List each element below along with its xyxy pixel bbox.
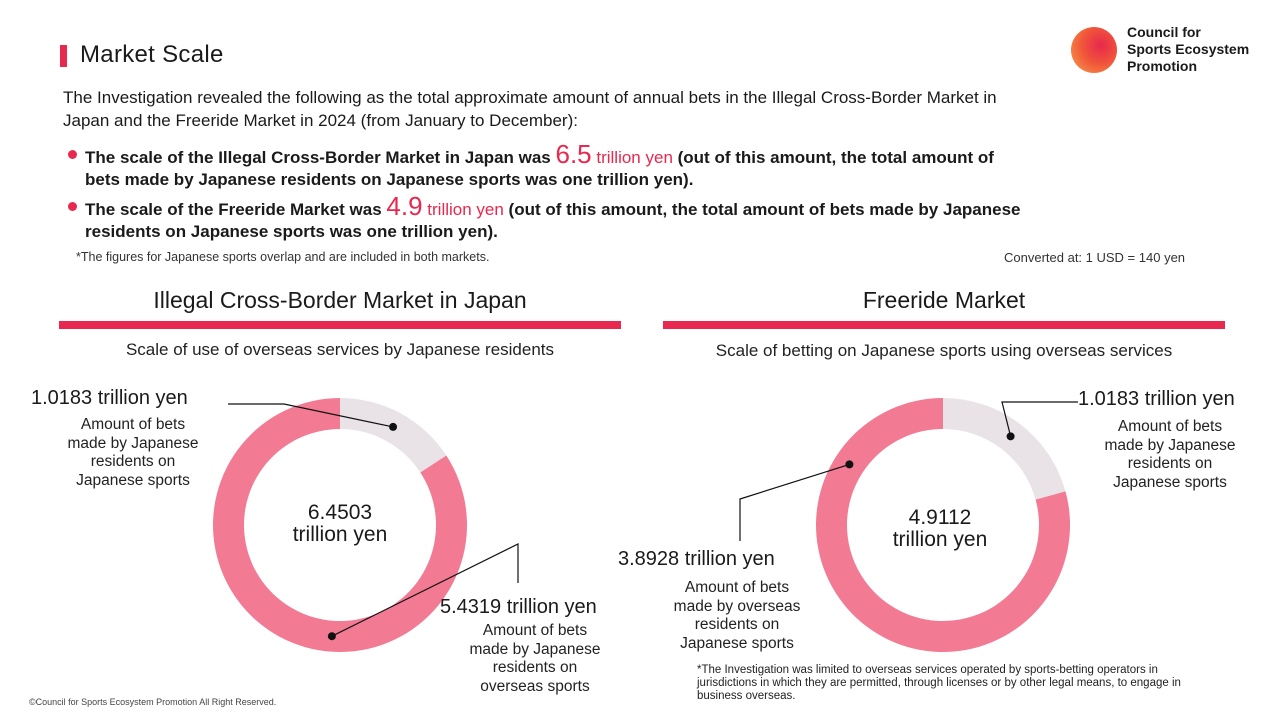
desc-line: made by overseas — [673, 597, 801, 615]
overlap-note: *The figures for Japanese sports overlap and are included in both markets. — [76, 250, 490, 264]
desc-line: residents on — [90, 453, 176, 470]
bullet-big-number: 6.5 — [555, 139, 592, 169]
data-label-desc — [38, 416, 228, 490]
data-label-value: 1.0183 trillion yen — [31, 387, 188, 409]
donut-total-right — [860, 507, 1020, 551]
data-label-desc — [1075, 418, 1265, 492]
footnote: *The Investigation was limited to overseas services operated by sports-betting operators in jurisdictions in which they are permitted, through licenses or by other legal means, to engage in business overseas. — [697, 664, 1181, 702]
leader-dot — [1007, 432, 1015, 440]
copyright: ©Council for Sports Ecosystem Promotion All Right Reserved. — [29, 697, 277, 707]
desc-line: Amount of bets — [684, 579, 790, 596]
desc-line: overseas sports — [480, 677, 590, 695]
chart-subtitle-left: Scale of use of overseas services by Japanese residents — [125, 340, 555, 359]
logo-line-2: Sports Ecosystem — [1127, 41, 1250, 57]
desc-line: Amount of bets — [1117, 418, 1223, 435]
leader-dot — [328, 632, 336, 640]
desc-line: Amount of bets — [80, 416, 186, 433]
desc-line: Amount of bets — [482, 622, 588, 639]
donut-total-unit: trillion yen — [292, 523, 388, 546]
chart-title-right: Freeride Market — [862, 287, 1026, 313]
donut-total-value: 6.4503 — [307, 501, 373, 524]
page-title: Market Scale — [80, 41, 224, 68]
desc-line: residents on — [492, 659, 578, 676]
bullet-unit: trillion yen — [591, 148, 673, 167]
bullet-pre: The scale of the Illegal Cross-Border Market in Japan was — [85, 148, 556, 167]
bullet-pre: The scale of the Freeride Market was — [85, 200, 387, 219]
bullet-big-number: 4.9 — [386, 191, 423, 221]
leader-dot — [845, 460, 853, 468]
chart-title-left: Illegal Cross-Border Market in Japan — [153, 287, 527, 313]
data-label-value: 5.4319 trillion yen — [440, 596, 597, 618]
bullet-post: (out of this amount, the total amount of bets made by Japanese residents on Japanese sports was one trillion yen). — [85, 200, 1021, 241]
chart-subtitle-right: Scale of betting on Japanese sports using overseas services — [715, 341, 1173, 360]
data-label-value: 1.0183 trillion yen — [1078, 388, 1235, 410]
logo-line-3: Promotion — [1127, 58, 1197, 74]
data-label-value: 3.8928 trillion yen — [618, 548, 775, 570]
desc-line: made by Japanese — [469, 640, 601, 658]
desc-line: Japanese sports — [680, 634, 794, 652]
donut-slice — [340, 398, 446, 472]
intro-text: The Investigation revealed the following as the total approximate amount of annual bets in the Illegal Cross-Border Market in Japan and the Freeride Market in 2024 (from January to December): — [63, 88, 997, 130]
desc-line: made by Japanese — [1104, 436, 1236, 454]
desc-line: residents on — [1127, 455, 1213, 472]
conversion-note: Converted at: 1 USD = 140 yen — [1004, 250, 1186, 265]
leader-dot — [389, 423, 397, 431]
desc-line: made by Japanese — [67, 434, 199, 452]
logo-line-1: Council for — [1127, 24, 1201, 40]
data-label-desc — [440, 622, 630, 696]
desc-line: residents on — [694, 616, 780, 633]
bullet-unit: trillion yen — [422, 200, 504, 219]
donut-total-left — [260, 502, 420, 546]
desc-line: Japanese sports — [1113, 473, 1227, 491]
donut-total-value: 4.9112 — [908, 506, 972, 529]
donut-total-unit: trillion yen — [892, 528, 988, 551]
desc-line: Japanese sports — [76, 471, 190, 489]
data-label-desc — [642, 579, 832, 653]
bullet-post: (out of this amount, the total amount of bets made by Japanese residents on Japanese sports was one trillion yen). — [85, 148, 994, 189]
